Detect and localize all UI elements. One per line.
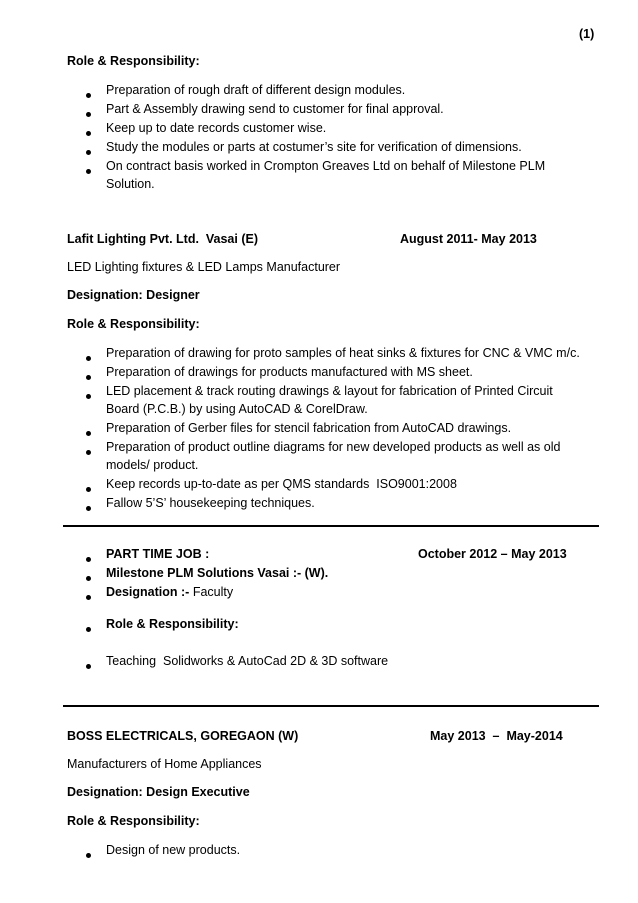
list-item: Preparation of rough draft of different design modules. [106, 83, 406, 97]
bullet-dot [86, 150, 91, 155]
bullet-dot [86, 93, 91, 98]
bullet-dot [86, 394, 91, 399]
page-number: (1) [579, 27, 595, 41]
list-item-continuation: Board (P.C.B.) by using AutoCAD & CorelDraw. [106, 402, 368, 416]
company-name: Milestone PLM Solutions Vasai :- (W). [106, 566, 329, 580]
employment-dates: October 2012 – May 2013 [418, 547, 567, 561]
list-item: Preparation of product outline diagrams for new developed products as well as old [106, 440, 561, 454]
list-item-continuation: Solution. [106, 177, 155, 191]
list-item-continuation: models/ product. [106, 458, 199, 472]
list-item: Design of new products. [106, 843, 241, 857]
list-item: Keep up to date records customer wise. [106, 121, 327, 135]
bullet-dot [86, 131, 91, 136]
company-description: Manufacturers of Home Appliances [67, 757, 262, 771]
employment-dates: May 2013 – May-2014 [430, 729, 563, 743]
role-heading: Role & Responsibility: [67, 54, 200, 68]
bullet-dot [86, 557, 91, 562]
company-description: LED Lighting fixtures & LED Lamps Manufacturer [67, 260, 341, 274]
bullet-dot [86, 576, 91, 581]
section-divider [63, 705, 599, 707]
bullet-dot [86, 487, 91, 492]
company-name: BOSS ELECTRICALS, GOREGAON (W) [67, 729, 299, 743]
list-item: Preparation of drawings for products manufactured with MS sheet. [106, 365, 473, 379]
list-item: Study the modules or parts at costumer’s site for verification of dimensions. [106, 140, 522, 154]
designation: Designation: Design Executive [67, 785, 250, 799]
part-time-label: PART TIME JOB : [106, 547, 210, 561]
designation: Designation: Designer [67, 288, 200, 302]
bullet-dot [86, 431, 91, 436]
designation-value: Faculty [189, 585, 234, 599]
designation [106, 583, 606, 601]
list-item: Fallow 5’S’ housekeeping techniques. [106, 496, 315, 510]
bullet-dot [86, 112, 91, 117]
list-item: Teaching Solidworks & AutoCad 2D & 3D software [106, 654, 389, 668]
list-item: Part & Assembly drawing send to customer for final approval. [106, 102, 444, 116]
bullet-dot [86, 853, 91, 858]
bullet-dot [86, 627, 91, 632]
bullet-dot [86, 595, 91, 600]
list-item: Preparation of Gerber files for stencil fabrication from AutoCAD drawings. [106, 421, 512, 435]
bullet-dot [86, 506, 91, 511]
section-divider [63, 525, 599, 527]
designation-label: Designation :- [106, 585, 190, 599]
list-item: Keep records up-to-date as per QMS standards ISO9001:2008 [106, 477, 457, 491]
company-name: Lafit Lighting Pvt. Ltd. Vasai (E) [67, 232, 258, 246]
bullet-dot [86, 664, 91, 669]
bullet-dot [86, 450, 91, 455]
role-heading: Role & Responsibility: [106, 617, 239, 631]
bullet-dot [86, 375, 91, 380]
list-item: Preparation of drawing for proto samples of heat sinks & fixtures for CNC & VMC m/c. [106, 346, 580, 360]
bullet-dot [86, 356, 91, 361]
role-heading: Role & Responsibility: [67, 317, 200, 331]
employment-dates: August 2011- May 2013 [400, 232, 537, 246]
bullet-dot [86, 169, 91, 174]
list-item: LED placement & track routing drawings & layout for fabrication of Printed Circuit [106, 384, 553, 398]
list-item: On contract basis worked in Crompton Greaves Ltd on behalf of Milestone PLM [106, 159, 546, 173]
role-heading: Role & Responsibility: [67, 814, 200, 828]
